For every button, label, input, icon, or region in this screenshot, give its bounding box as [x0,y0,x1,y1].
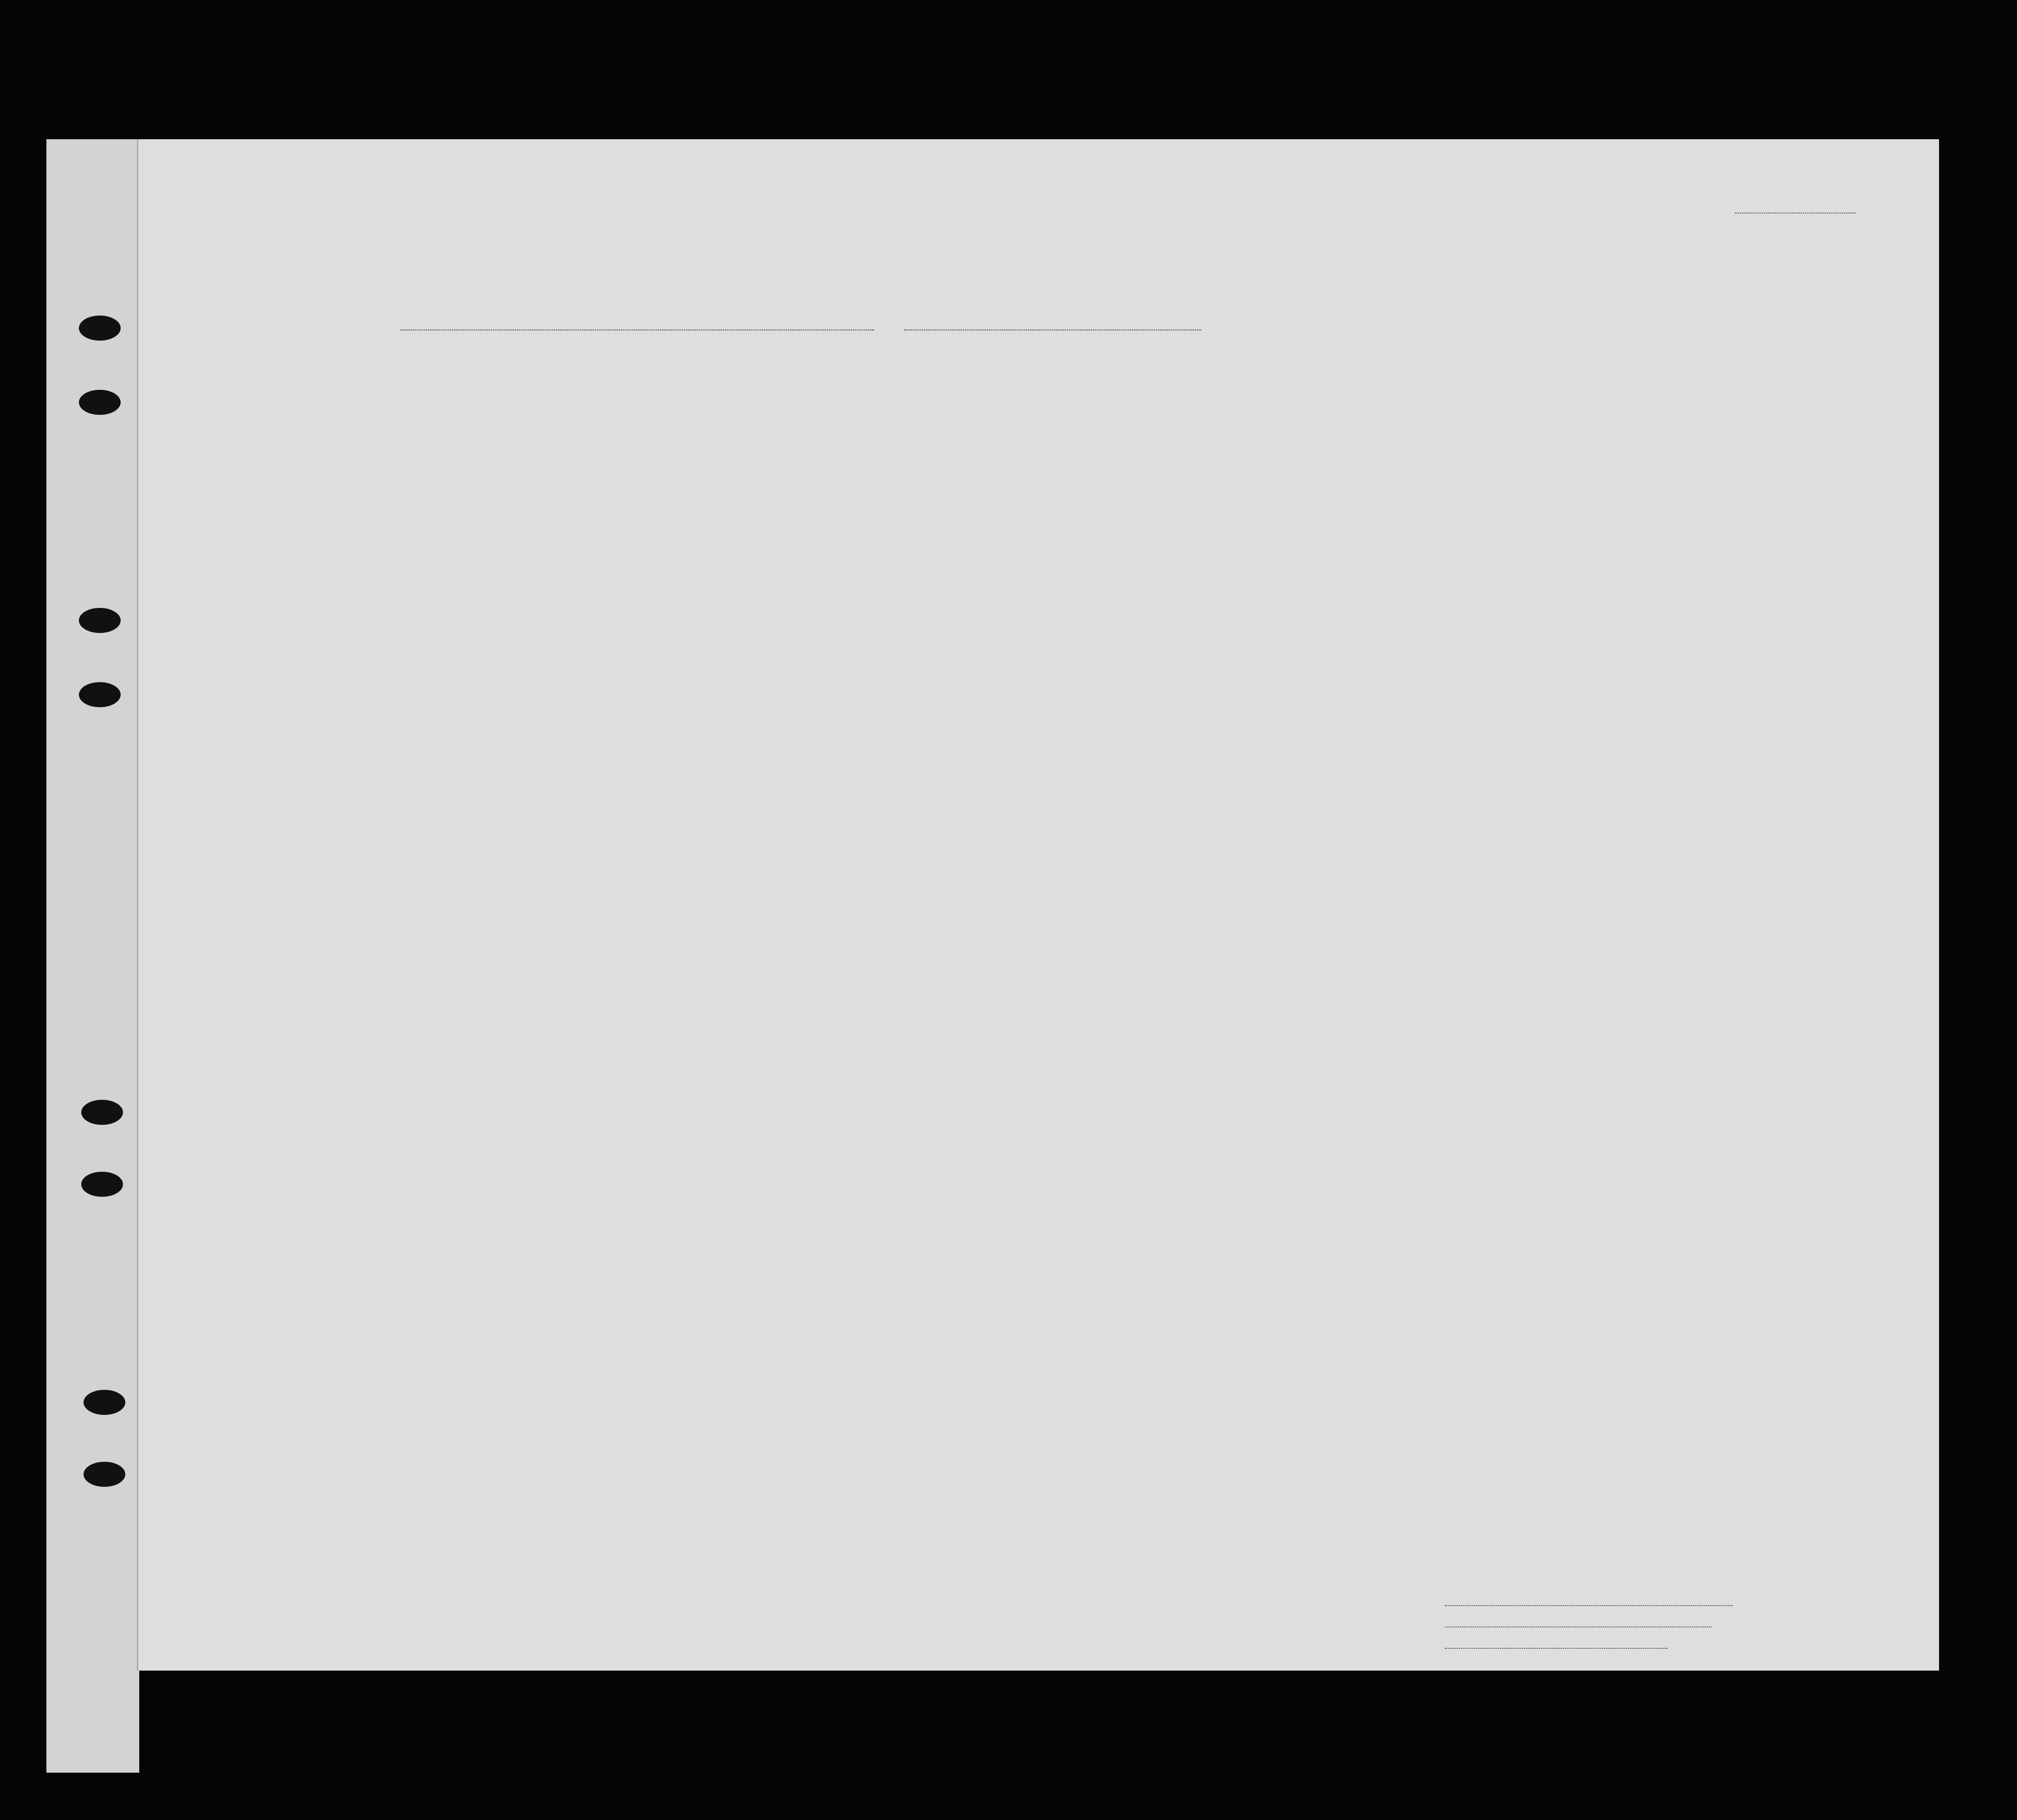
agents-field [1445,1634,1733,1656]
binder-hole [81,1172,123,1197]
binder-hole [81,1100,123,1125]
binder-hole [79,608,121,633]
binder-hole [79,390,121,415]
manifest-table [138,139,1939,1671]
owners-field [1445,1613,1733,1634]
line-rule [1445,1605,1733,1606]
binder-hole [79,316,121,341]
previous-page-stub [46,139,139,1773]
owners-rule [1445,1626,1712,1627]
footer-fields [1445,1592,1733,1656]
binder-hole [84,1390,125,1415]
manifest-sheet [137,139,1939,1671]
binder-hole [79,682,121,707]
line-field [1445,1592,1733,1613]
binder-hole [84,1462,125,1487]
agents-rule [1445,1648,1668,1649]
